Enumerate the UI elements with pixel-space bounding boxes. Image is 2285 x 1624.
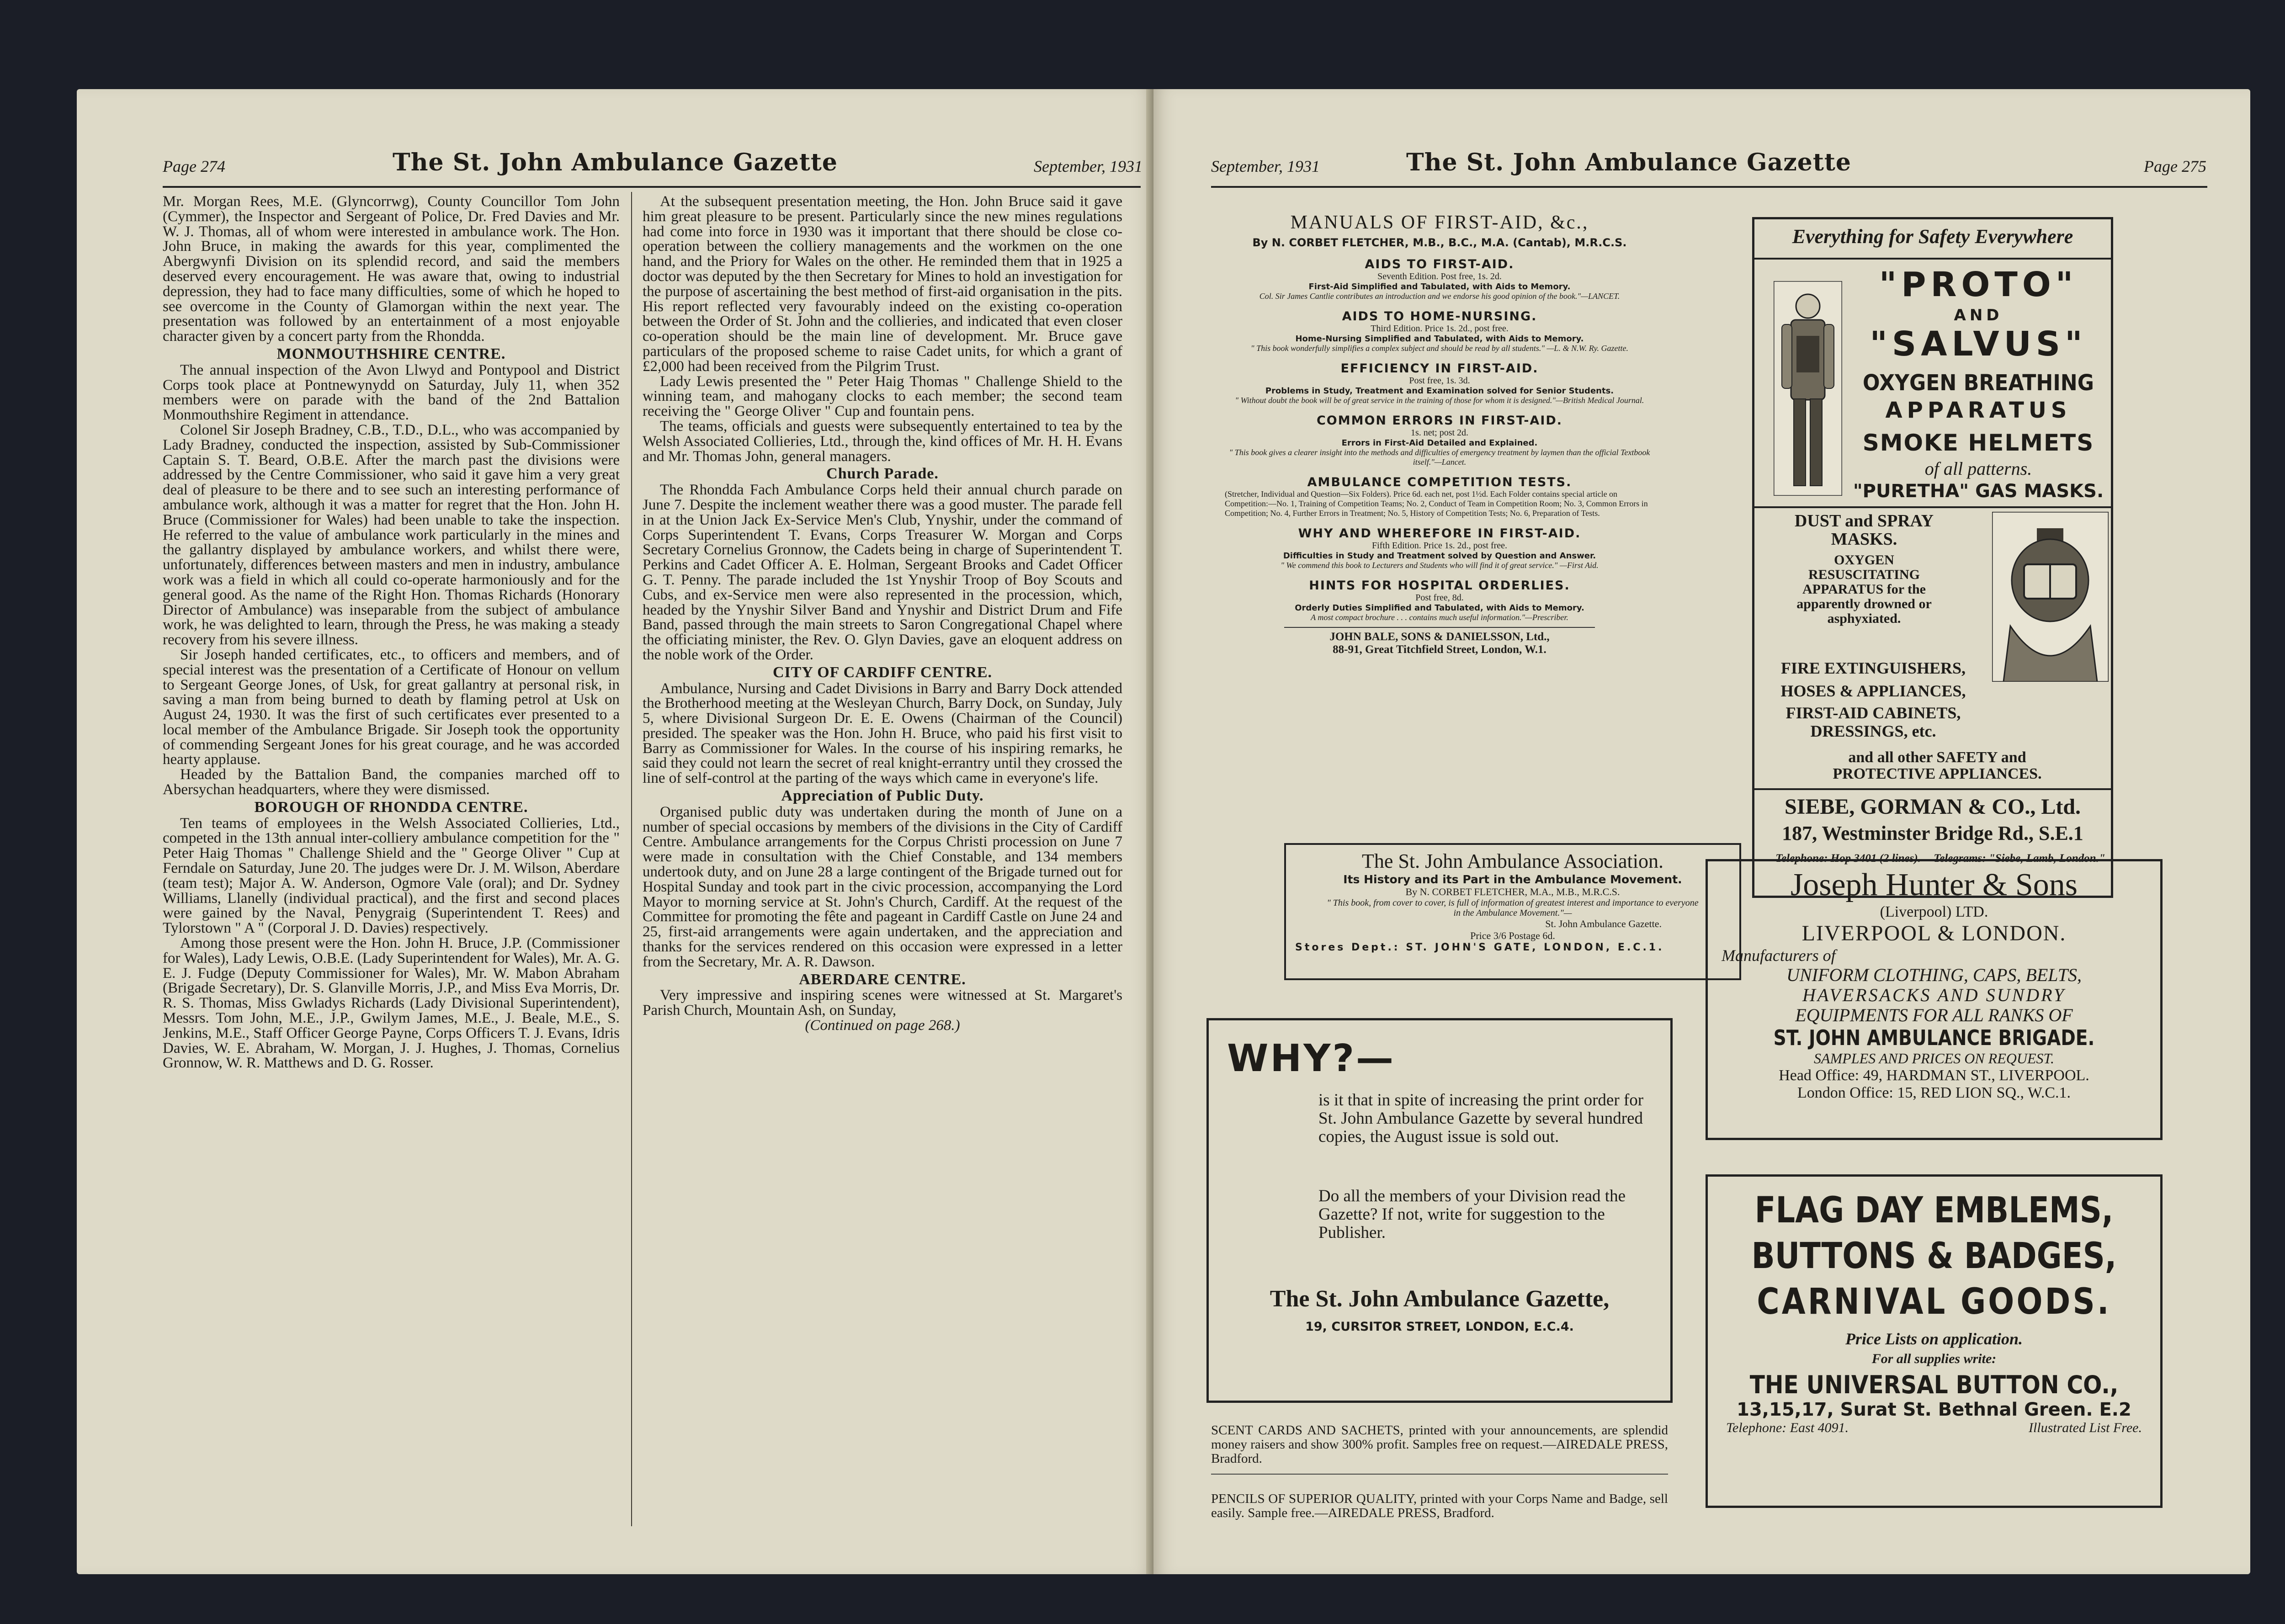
apparatus: APPARATUS [1885, 398, 2072, 423]
hunter-manufacturers: Manufacturers of [1722, 946, 1836, 965]
siebe-company-name: SIEBE, GORMAN & CO., Ltd. [1784, 795, 2081, 819]
page-number: Page 274 [163, 157, 225, 175]
hunter-name: Joseph Hunter & Sons [1790, 867, 2078, 902]
manual-title: AMBULANCE COMPETITION TESTS. [1307, 475, 1572, 489]
manual-entry [1211, 361, 1668, 405]
flag-company: THE UNIVERSAL BUTTON CO., [1749, 1370, 2119, 1399]
continued-note: (Continued on page 268.) [805, 1017, 960, 1034]
left-page [77, 89, 1153, 1574]
manual-entry [1211, 475, 1668, 518]
manual-price: Seventh Edition. Post free, 1s. 2d. [1377, 271, 1502, 281]
manual-description: Home-Nursing Simplified and Tabulated, with Aids to Memory. [1295, 334, 1584, 344]
manuals-title: MANUALS OF FIRST-AID, &c., [1290, 212, 1589, 233]
hoses-appliances: HOSES & APPLIANCES, [1780, 682, 1966, 700]
flag-price-lists: Price Lists on application. [1845, 1330, 2023, 1348]
divider [1754, 506, 2111, 508]
pencils-advert: PENCILS OF SUPERIOR QUALITY, printed with your Corps Name and Badge, sell easily. Sample free.—AIREDALE PRESS, Bradford. [1211, 1491, 1668, 1520]
association-price: Price 3/6 Postage 6d. [1470, 930, 1555, 941]
flag-write: For all supplies write: [1871, 1351, 1997, 1366]
paragraph: Lady Lewis presented the " Peter Haig Thomas " Challenge Shield to the winning team, and mahogany clocks to each member; the second team receiving the " George Oliver " Cup and fountain pens. [643, 373, 1122, 420]
issue-date: September, 1931 [1211, 157, 1320, 175]
joseph-hunter-advert [1706, 859, 2163, 1140]
manual-entry [1211, 526, 1668, 570]
why-paragraph-1: is it that in spite of increasing the print order for St. John Ambulance Gazette by several hundred copies, the August issue is sold out. [1318, 1091, 1644, 1146]
manual-quote: (Stretcher, Individual and Question—Six Folders). Price 6d. each net, post 1½d. Each Folder contains special article on Competition:—No. 1, Training of Competition Teams; No. 2, Conduct of Team in Competition Room; No. 3, Common Errors in Competition; No. 4, Further Errors in Treatment; No. 5, History of Competition Tests; No. 6, Preparation of Tests. [1225, 489, 1648, 518]
manual-quote: " This book wonderfully simplifies a complex subject and should be read by all students." —L. & N.W. Ry. Gazette. [1251, 344, 1628, 353]
dust-spray-masks: DUST and SPRAY MASKS. [1794, 511, 1934, 549]
flag-line-2: BUTTONS & BADGES, [1751, 1236, 2117, 1277]
scent-cards-advert: SCENT CARDS AND SACHETS, printed with your announcements, are splendid money raisers and show 300% profit. Samples free on request.—AIREDALE PRESS, Bradford. [1211, 1423, 1668, 1466]
first-aid-cabinets: FIRST-AID CABINETS, DRESSINGS, etc. [1785, 704, 1961, 740]
association-source: St. John Ambulance Gazette. [1545, 918, 1662, 929]
flag-footer [1722, 1420, 2147, 1438]
breathing-apparatus-man-illustration [1774, 281, 1842, 496]
paragraph: Headed by the Battalion Band, the companies marched off to Abersychan headquarters, where they were dismissed. [163, 766, 620, 798]
paragraph: The teams, officials and guests were subsequently entertained to tea by the Welsh Associated Collieries, Ltd., through the, kind offices of Mr. H. H. Evans and Mr. Thomas John, general managers. [643, 418, 1122, 465]
manual-title: WHY AND WHEREFORE IN FIRST-AID. [1298, 526, 1581, 541]
association-stores: Stores Dept.: ST. JOHN'S GATE, LONDON, E.C.1. [1295, 942, 1664, 953]
hunter-head-office: Head Office: 49, HARDMAN ST., LIVERPOOL. [1779, 1067, 2089, 1084]
manual-title: COMMON ERRORS IN FIRST-AID. [1316, 414, 1563, 428]
manual-quote: A most compact brochure . . . contains much useful information."—Prescriber. [1311, 613, 1568, 622]
manual-entry [1211, 257, 1668, 301]
section-heading: BOROUGH OF RHONDDA CENTRE. [254, 798, 528, 816]
why-paragraph-2: Do all the members of your Division read the Gazette? If not, write for suggestion to the Publisher. [1318, 1187, 1626, 1242]
flag-telephone: Telephone: East 4091. [1726, 1420, 1849, 1435]
header-rule [1211, 186, 2207, 188]
paragraph: Colonel Sir Joseph Bradney, C.B., T.D., D.L., who was accompanied by Lady Bradney, conducted the inspection, assisted by Sub-Commissioner Captain S. T. Beard, O.B.E. After the march past the divisions were addressed by the Centre Commissioner, who said it gave him a very great deal of pleasure to be there and to see such an interesting performance of ambulance work, although it was a matter for regret that the Hon. John H. Bruce (Commissioner for Wales) had been unable to take the inspection. He referred to the value of ambulance work particularly in the mines and the gallantry displayed by ambulance workers, and whilst there were, unfortunately, differences between masters and men in industry, ambulance work was a field in which all could co-operate harmoniously and for the general good. As the name of the Right Hon. Thomas Richards (Honorary Director of Ambulance) was inseparable from the subject of ambulance work, he was delighted to learn, through the Press, he was making a steady recovery from his severe illness. [163, 421, 620, 648]
paragraph: Very impressive and inspiring scenes were witnessed at St. Margaret's Parish Church, Mountain Ash, on Sunday, [643, 987, 1122, 1019]
article-column-2 [643, 194, 1122, 1033]
paragraph: Sir Joseph handed certificates, etc., to officers and members, and of special interest was the presentation of a Certificate of Honour on vellum to Sergeant George Jones, of Usk, for great gallantry at personal risk, in saving a man from being burned to death by flaming petrol at Usk on August 24, 1930. It was the first of such certificates ever presented to a local member of the Ambulance Brigade. Sir Joseph took the opportunity of commending Sergeant Jones for his great courage, and he was accorded hearty applause. [163, 646, 620, 768]
hunter-line-1: UNIFORM CLOTHING, CAPS, BELTS, [1786, 965, 2082, 985]
paragraph: At the subsequent presentation meeting, the Hon. John Bruce said it gave him great pleasure to be present. Particularly since the new mines regulations had come into force in 1930 was it important that there should be close co-operation between the colliery managements and the workmen on the one hand, and the Priory for Wales on the other. He reminded them that in 1925 a doctor was deputed by the then Secretary for Mines to hold an investigation for the purpose of ascertaining the best method of first-aid organisation in the pits. His report reflected very favourably indeed on the existing co-operation between the Order of St. John and the collieries, and indicated that even closer co-operation should be the main line of development. Mr. Bruce gave particulars of the proposed scheme to raise Cadet units, for which a grant of £2,000 had been received from the Pilgrim Trust. [643, 193, 1122, 375]
paragraph: Ambulance, Nursing and Cadet Divisions in Barry and Barry Dock attended the Brotherhood meeting at the Wesleyan Church, Barry Dock, on Sunday, July 5, where Divisional Surgeon Dr. E. E. Owens (Chairman of the Council) presided. The speaker was the Hon. John H. Bruce, who paid his first visit to Barry as Commissioner for Wales. In the course of his inspiring remarks, he said they could not learn the secret of real knight-errantry until they crossed the line of self-control at the parting of the ways which came in everyone's life. [643, 680, 1122, 787]
association-author: By N. CORBET FLETCHER, M.A., M.B., M.R.C.S. [1405, 886, 1620, 897]
other-appliances: and all other SAFETY and PROTECTIVE APPLIANCES. [1833, 749, 2042, 782]
section-heading: Appreciation of Public Duty. [781, 787, 984, 805]
puretha-gas-masks: "PURETHA" GAS MASKS. [1853, 481, 2104, 502]
section-heading: Church Parade. [826, 465, 939, 483]
manual-quote: " This book gives a clearer insight into the methods and difficulties of emergency treatment by laymen than the official Textbook itself."—Lancet. [1229, 448, 1650, 467]
header-rule [163, 186, 1141, 188]
manual-description: Errors in First-Aid Detailed and Explained. [1341, 438, 1538, 448]
hunter-line-2: HAVERSACKS AND SUNDRY [1802, 985, 2066, 1005]
hunter-line-3: EQUIPMENTS FOR ALL RANKS OF [1795, 1005, 2073, 1025]
left-running-head [77, 149, 1153, 185]
paragraph: Mr. Morgan Rees, M.E. (Glyncorrwg), County Councillor Tom John (Cymmer), the Inspector and Sergeant of Police, Dr. Fred Davies and Mr. W. J. Thomas, all of whom were interested in ambulance work. The Hon. John Bruce, in making the awards for this year, complimented the Abergwynfi Division on its splendid record, and said the members deserved every encouragement. He was aware that, owing to industrial depression, they had to face many difficulties, some of which he hoped to see overcome in the County of Glamorgan within the next year. The presentation was followed by an entertainment of a most enjoyable character given by a concert party from the Rhondda. [163, 193, 620, 345]
publisher-address: 88-91, Great Titchfield Street, London, W.1. [1333, 643, 1546, 656]
of-all-patterns: of all patterns. [1924, 458, 2032, 479]
manual-title: HINTS FOR HOSPITAL ORDERLIES. [1309, 578, 1570, 593]
publisher-name: JOHN BALE, SONS & DANIELSSON, Ltd., [1329, 631, 1550, 643]
association-advert [1284, 843, 1741, 980]
paragraph: The Rhondda Fach Ambulance Corps held their annual church parade on June 7. Despite the inclement weather there was a good muster. The parade fell in at the Union Jack Ex-Service Men's Club, Ynyshir, under the command of Corps Superintendent T. Evans, Corps Treasurer W. Morgan and Corps Secretary Cornelius Gronnow, the Cadets being in charge of Superintendent T. Perkins and Cadet Officer A. E. Holman, Sergeant Brooks and Cadet Officer G. T. Penny. The parade included the 1st Ynyshir Troop of Boy Scouts and Cubs, and ex-Service men were also represented in the procession, which, headed by the Ynyshir Silver Band and Ynyshir and District Drum and Fife Band, passed through the main streets to Saron Congregational Chapel where the officiating minister, the Rev. O. Glyn Davies, gave an eloquent address on the noble work of the Order. [643, 482, 1122, 663]
paragraph: Among those present were the Hon. John H. Bruce, J.P. (Commissioner for Wales), Lady Lewis, O.B.E. (Lady Superintendent for Wales), Mr. A. G. E. J. Fudge (Deputy Commissioner for Wales), Mr. W. Mabon Abraham (Brigade Secretary), Dr. S. Glanville Morris, J.P., and Miss Eva Morris, Dr. R. S. Thomas, Miss Gwladys Richards (Lady Divisional Superintendent), Messrs. Tom John, M.E., J.P., Gwilym James, M.E., J. Beale, M.E., S. Jenkins, M.E., Staff Officer George Payne, Corps Officers T. J. Evans, Idris Davies, W. E. Abraham, W. Morgan, J. J. Hughes, J. Thomas, Cornelius Gronnow, W. R. Matthews and D. G. Rosser. [163, 935, 620, 1072]
column-divider [631, 192, 632, 1526]
page-number: Page 275 [2144, 157, 2206, 175]
siebe-tagline: Everything for Safety Everywhere [1792, 225, 2073, 248]
hunter-cities: LIVERPOOL & LONDON. [1801, 921, 2067, 945]
universal-button-advert [1706, 1174, 2163, 1508]
section-heading: ABERDARE CENTRE. [799, 971, 966, 988]
salvus-title: "SALVUS" [1870, 324, 2087, 364]
section-heading: CITY OF CARDIFF CENTRE. [772, 663, 993, 681]
masthead: The St. John Ambulance Gazette [393, 149, 838, 176]
flag-line-3: CARNIVAL GOODS. [1757, 1281, 2111, 1322]
manual-title: AIDS TO FIRST-AID. [1365, 257, 1514, 271]
association-quote: " This book, from cover to cover, is full of information of greatest interest and importance to everyone in the Ambulance Movement."— [1327, 898, 1699, 918]
manual-description: Problems in Study, Treatment and Examination solved for Senior Students. [1265, 386, 1614, 396]
flag-address: 13,15,17, Surat St. Bethnal Green. E.2 [1737, 1399, 2131, 1420]
manual-description: Orderly Duties Simplified and Tabulated, with Aids to Memory. [1295, 603, 1584, 613]
hunter-london-office: London Office: 15, RED LION SQ., W.C.1. [1797, 1084, 2071, 1101]
manuals-advert [1211, 212, 1668, 656]
fire-extinguishers: FIRE EXTINGUISHERS, [1780, 659, 1966, 677]
siebe-address: 187, Westminster Bridge Rd., S.E.1 [1782, 822, 2083, 844]
article-column-1 [163, 194, 620, 1071]
hunter-brigade: ST. JOHN AMBULANCE BRIGADE. [1773, 1025, 2095, 1050]
manual-quote: " Without doubt the book will be of great service in the training of those for whom it is designed."—British Medical Journal. [1235, 396, 1644, 405]
and-label: AND [1954, 306, 2003, 324]
gas-mask-helmet-illustration [1992, 512, 2109, 682]
manual-title: EFFICIENCY IN FIRST-AID. [1340, 361, 1539, 376]
divider [1284, 627, 1595, 628]
divider [1754, 788, 2111, 790]
manual-entry [1211, 414, 1668, 467]
resuscitating-apparatus: OXYGEN RESUSCITATING APPARATUS for the apparently drowned or asphyxiated. [1796, 552, 1932, 626]
paragraph: Organised public duty was undertaken during the month of June on a number of special occasions by members of the divisions in the City of Cardiff Centre. Ambulance arrangements for the Corpus Christi procession on June 7 were made in consultation with the Chief Constable, and 134 members undertook duty, and on June 28 a large contingent of the Brigade turned out for Hospital Sunday and took part in the civic procession, accompanying the Lord Mayor to morning service at St. John's Church, Cardiff. At the request of the Committee for promoting the fête and pageant in Cardiff Castle on June 24 and 25, first-aid arrangements were again undertaken, and the appreciation and thanks for the services rendered on this occasion were expressed in a letter from the Secretary, Mr. A. R. Dawson. [643, 803, 1122, 970]
siebe-telegrams: Telegrams: "Siebe, Lamb, London." [1934, 852, 2105, 865]
manual-price: Post free, 1s. 3d. [1409, 376, 1470, 386]
manual-price: Post free, 8d. [1415, 593, 1464, 603]
flag-line-1: FLAG DAY EMBLEMS, [1754, 1190, 2114, 1231]
association-subtitle: Its History and its Part in the Ambulance Movement. [1343, 873, 1682, 886]
association-title: The St. John Ambulance Association. [1362, 850, 1663, 872]
manual-price: 1s. net; post 2d. [1410, 428, 1469, 438]
hunter-samples: SAMPLES AND PRICES ON REQUEST. [1814, 1050, 2054, 1067]
manual-price: Third Edition. Price 1s. 2d., post free. [1371, 324, 1509, 334]
proto-title: "PROTO" [1879, 265, 2078, 304]
why-address: 19, CURSITOR STREET, LONDON, E.C.4. [1305, 1320, 1574, 1334]
manual-description: Difficulties in Study and Treatment solved by Question and Answer. [1283, 551, 1596, 561]
manual-price: Fifth Edition. Price 1s. 2d., post free. [1371, 541, 1508, 551]
manual-description: First-Aid Simplified and Tabulated, with Aids to Memory. [1308, 282, 1571, 292]
manual-title: AIDS TO HOME-NURSING. [1342, 309, 1537, 324]
oxygen-breathing: OXYGEN BREATHING [1862, 370, 2094, 396]
siebe-tagline-band [1754, 219, 2111, 260]
flag-list-free: Illustrated List Free. [2028, 1420, 2142, 1435]
paragraph: The annual inspection of the Avon Llwyd and Pontypool and District Corps took place at Pontnewynydd on Saturday, July 11, when 352 members were on parade with the band of the 2nd Battalion Monmouthshire Regiment in attendance. [163, 361, 620, 424]
smoke-helmets: SMOKE HELMETS [1862, 430, 2094, 456]
manual-entry [1211, 309, 1668, 353]
hunter-ltd: (Liverpool) LTD. [1880, 903, 1988, 920]
right-running-head [1153, 149, 2250, 185]
siebe-gorman-advert [1752, 217, 2113, 898]
manual-quote: " We commend this book to Lecturers and Students who will find it of great service." —First Aid. [1281, 561, 1599, 570]
manual-entry [1211, 578, 1668, 622]
masthead: The St. John Ambulance Gazette [1406, 149, 1851, 176]
section-heading: MONMOUTHSHIRE CENTRE. [276, 345, 506, 362]
issue-date: September, 1931 [1034, 157, 1142, 175]
manuals-list [1211, 257, 1668, 622]
siebe-telephone: Telephone: Hop 3401 (2 lines). [1775, 852, 1921, 865]
divider [1211, 1474, 1668, 1475]
manuals-author: By N. CORBET FLETCHER, M.B., B.C., M.A. (Cantab), M.R.C.S. [1252, 236, 1627, 249]
why-advert [1206, 1018, 1673, 1403]
right-page [1153, 89, 2250, 1574]
paragraph: Ten teams of employees in the Welsh Associated Collieries, Ltd., competed in the 13th annual inter-colliery ambulance competition for the " Peter Haig Thomas " Challenge Shield and the " George Oliver " Cup at Ferndale on Saturday, June 20. The judges were Dr. J. M. Wilson, Aberdare (team test); Major A. W. Anderson, Ogmore Vale (oral); and Dr. Sydney Williams, Llanelly (individual practical), and the first and second places were gained by the Naval, Penygraig (Superintendent T. Rees) and Tylorstown " A " (Corporal J. D. Davies) respectively. [163, 815, 620, 937]
why-masthead: The St. John Ambulance Gazette, [1270, 1286, 1610, 1312]
why-headline: WHY?— [1227, 1037, 1396, 1080]
manual-quote: Col. Sir James Cantlie contributes an introduction and we endorse his good opinion of the book."—LANCET. [1259, 292, 1620, 301]
